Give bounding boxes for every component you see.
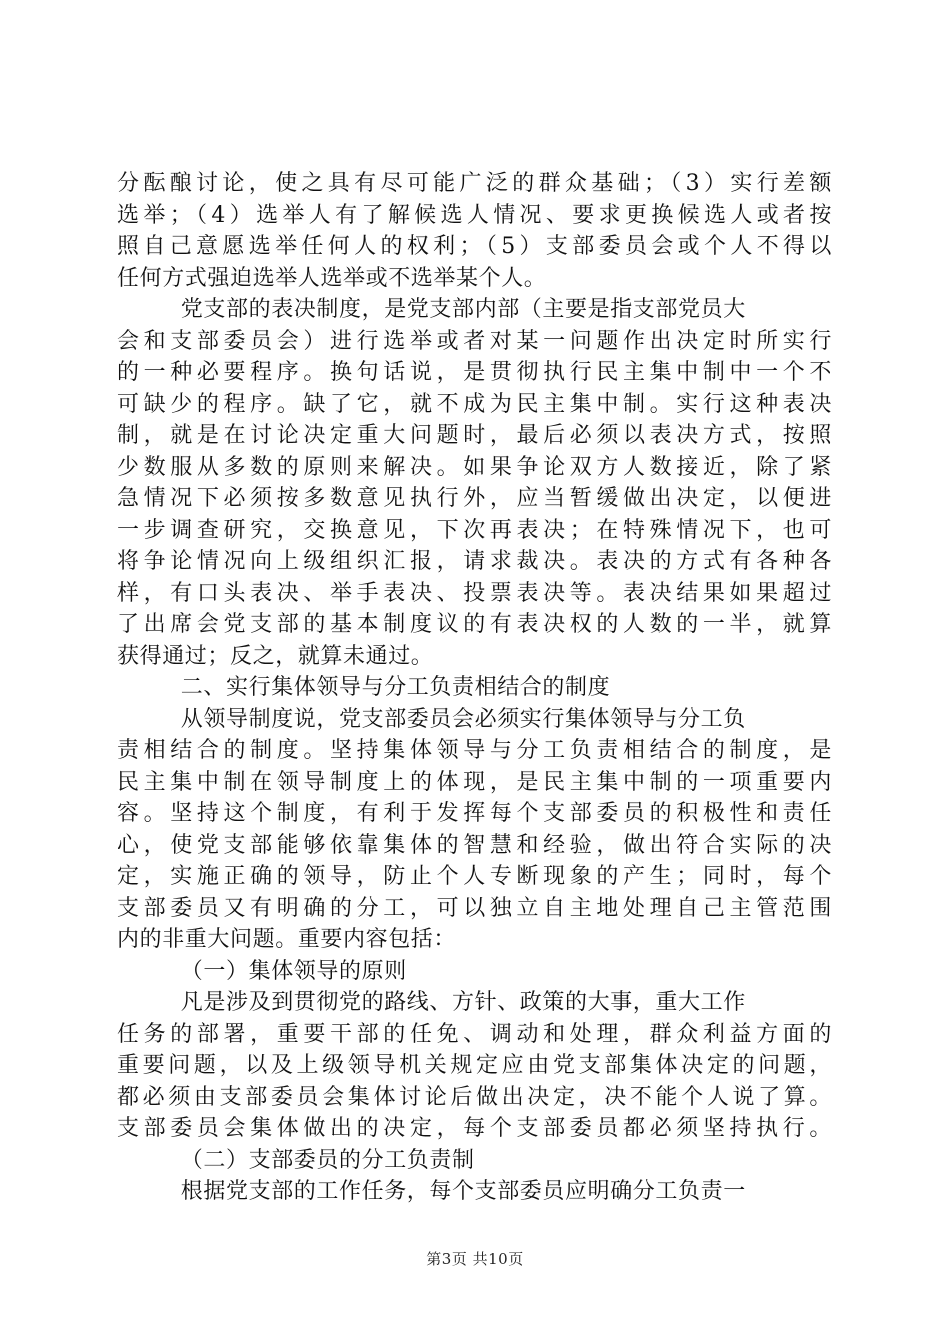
text-line: 获得通过；反之，就算未通过。 (117, 643, 434, 669)
text-line: 民主集中制在领导制度上的体现，是民主集中制的一项重要内 (117, 769, 832, 795)
text-line: 定，实施正确的领导，防止个人专断现象的产生；同时，每个 (117, 864, 832, 889)
text-line: 任务的部署，重要干部的任免、调动和处理，群众利益方面的 (117, 1021, 832, 1047)
text-line: 会和支部委员会）进行选举或者对某一问题作出决定时所实行 (117, 328, 832, 354)
text-line: （二）支部委员的分工负责制 (180, 1147, 475, 1173)
text-line: 内的非重大问题。重要内容包括： (117, 927, 457, 952)
text-line: 从领导制度说，党支部委员会必须实行集体领导与分工负 (180, 706, 746, 732)
text-line: 任何方式强迫选举人选举或不选举某个人。 (117, 265, 547, 291)
text-line: 选举；（4）选举人有了解候选人情况、要求更换候选人或者按 (117, 202, 832, 228)
text-line: 的一种必要程序。换句话说，是贯彻执行民主集中制中一个不 (117, 360, 832, 385)
text-line: 将争论情况向上级组织汇报，请求裁决。表决的方式有各种各 (117, 549, 832, 574)
text-line: 重要问题，以及上级领导机关规定应由党支部集体决定的问题， (117, 1053, 832, 1078)
text-line: 分酝酿讨论，使之具有尽可能广泛的群众基础；（3）实行差额 (117, 171, 832, 196)
text-line: 都必须由支部委员会集体讨论后做出决定，决不能个人说了算。 (117, 1084, 832, 1110)
page-footer: 第3页 共10页 (426, 1250, 524, 1268)
text-line: 支部委员又有明确的分工，可以独立自主地处理自己主管范围 (117, 895, 832, 921)
text-line: 二、实行集体领导与分工负责相结合的制度 (180, 675, 611, 700)
text-line: 支部委员会集体做出的决定，每个支部委员都必须坚持执行。 (117, 1116, 832, 1141)
text-line: 容。坚持这个制度，有利于发挥每个支部委员的积极性和责任 (117, 801, 832, 826)
text-line: 可缺少的程序。缺了它，就不成为民主集中制。实行这种表决 (117, 391, 832, 417)
text-line: 心，使党支部能够依靠集体的智慧和经验，做出符合实际的决 (117, 832, 832, 858)
text-line: 凡是涉及到贯彻党的路线、方针、政策的大事，重大工作 (180, 990, 746, 1015)
text-line: 样，有口头表决、举手表决、投票表决等。表决结果如果超过 (117, 580, 832, 606)
text-line: （一）集体领导的原则 (180, 958, 407, 984)
text-line: 照自己意愿选举任何人的权利；（5）支部委员会或个人不得以 (117, 234, 832, 259)
text-line: 制，就是在讨论决定重大问题时，最后必须以表决方式，按照 (117, 423, 832, 448)
text-line: 责相结合的制度。坚持集体领导与分工负责相结合的制度，是 (117, 738, 832, 763)
text-line: 根据党支部的工作任务，每个支部委员应明确分工负责一 (180, 1179, 746, 1204)
text-line: 一步调查研究，交换意见，下次再表决；在特殊情况下，也可 (117, 517, 832, 543)
document-body (117, 168, 832, 1208)
text-line: 了出席会党支部的基本制度议的有表决权的人数的一半，就算 (117, 612, 832, 637)
text-line: 急情况下必须按多数意见执行外，应当暂缓做出决定，以便进 (117, 486, 832, 511)
text-line: 党支部的表决制度，是党支部内部（主要是指支部党员大 (180, 297, 746, 322)
text-line: 少数服从多数的原则来解决。如果争论双方人数接近，除了紧 (117, 454, 832, 480)
